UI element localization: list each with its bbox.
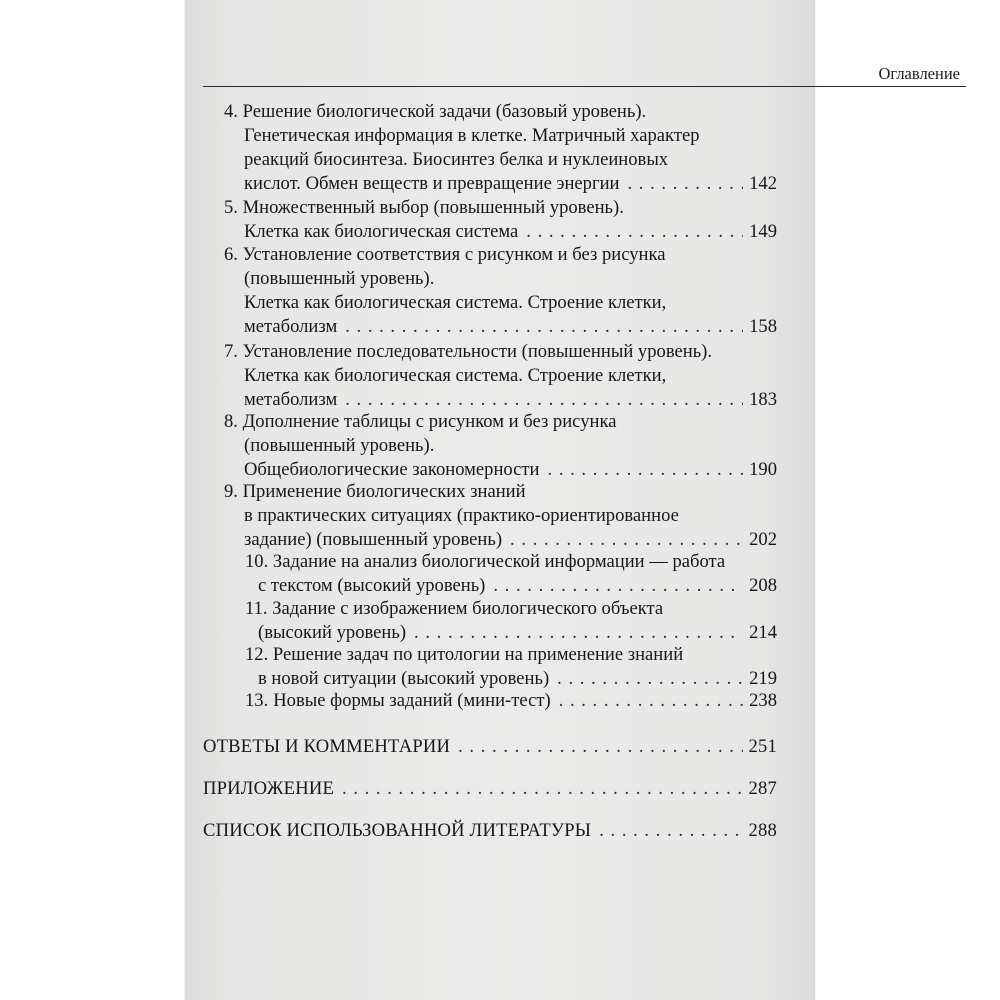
page-number: 288 <box>748 820 777 841</box>
entry-line: (повышенный уровень). <box>244 268 435 289</box>
entry-number: 12. <box>245 644 269 665</box>
entry-number: 13. <box>245 690 269 711</box>
entry-line: Новые формы заданий (мини-тест) <box>273 690 551 711</box>
dot-leader <box>628 172 744 196</box>
dot-leader <box>557 667 743 691</box>
dot-leader <box>510 528 743 552</box>
page-number: 158 <box>749 316 777 337</box>
entry-number: 8. <box>224 411 238 432</box>
entry-line: Установление последовательности (повышенный уровень). <box>242 341 713 362</box>
entry-number: 9. <box>224 481 238 502</box>
page-number: 202 <box>749 529 777 550</box>
entry-line: Применение биологических знаний <box>242 481 526 502</box>
page-number: 214 <box>749 622 777 643</box>
page-number: 208 <box>749 575 777 596</box>
entry-number: 5. <box>224 197 238 218</box>
dot-leader <box>414 621 743 645</box>
section-title: ПРИЛОЖЕНИЕ <box>203 778 335 799</box>
entry-line: задание) (повышенный уровень) <box>244 529 503 550</box>
page-header <box>203 58 1000 86</box>
page-number: 190 <box>749 459 777 480</box>
entry-line: Установление соответствия с рисунком и без рисунка <box>242 244 666 265</box>
dot-leader <box>599 819 742 843</box>
entry-line: Решение биологической задачи (базовый уровень). <box>242 101 647 122</box>
entry-line: реакций биосинтеза. Биосинтез белка и нуклеиновых <box>244 149 669 170</box>
dot-leader <box>559 689 743 713</box>
entry-line: Генетическая информация в клетке. Матричный характер <box>244 125 700 146</box>
dot-leader <box>342 777 742 801</box>
entry-number: 11. <box>245 598 268 619</box>
dot-leader <box>548 458 744 482</box>
page-number: 183 <box>749 389 777 410</box>
page-number: 142 <box>749 173 777 194</box>
dot-leader <box>345 388 743 412</box>
entry-line: Клетка как биологическая система. Строение клетки, <box>244 292 667 313</box>
entry-number: 10. <box>245 551 269 572</box>
page-number: 251 <box>748 736 777 757</box>
entry-line: в новой ситуации (высокий уровень) <box>258 668 550 689</box>
page-number: 287 <box>748 778 777 799</box>
header-rule <box>203 86 966 87</box>
dot-leader <box>493 574 743 598</box>
entry-line: метаболизм <box>244 316 338 337</box>
dot-leader <box>345 315 743 339</box>
entry-line: Задание с изображением биологического объекта <box>272 598 664 619</box>
entry-line: Клетка как биологическая система. Строение клетки, <box>244 365 667 386</box>
entry-number: 4. <box>224 101 238 122</box>
entry-line: (высокий уровень) <box>258 622 407 643</box>
entry-line: Множественный выбор (повышенный уровень). <box>242 197 624 218</box>
dot-leader <box>458 735 742 759</box>
page-number: 149 <box>749 221 777 242</box>
entry-line: в практических ситуациях (практико-ориентированное <box>244 505 679 526</box>
entry-line: с текстом (высокий уровень) <box>258 575 486 596</box>
page-number: 219 <box>749 668 777 689</box>
page-number: 238 <box>749 690 777 711</box>
entry-line: (повышенный уровень). <box>244 435 435 456</box>
entry-line: Клетка как биологическая система <box>244 221 519 242</box>
entry-line: Дополнение таблицы с рисунком и без рисунка <box>242 411 617 432</box>
entry-line: кислот. Обмен веществ и превращение энергии <box>244 173 620 194</box>
entry-line: Решение задач по цитологии на применение знаний <box>272 644 684 665</box>
section-title: СПИСОК ИСПОЛЬЗОВАННОЙ ЛИТЕРАТУРЫ <box>203 820 592 841</box>
entry-number: 7. <box>224 341 238 362</box>
entry-line: метаболизм <box>244 389 338 410</box>
section-title: ОТВЕТЫ И КОММЕНТАРИИ <box>203 736 451 757</box>
dot-leader <box>526 220 743 244</box>
running-header-title: Оглавление <box>878 64 960 83</box>
entry-line: Общебиологические закономерности <box>244 459 540 480</box>
entry-line: Задание на анализ биологической информации — работа <box>272 551 726 572</box>
entry-number: 6. <box>224 244 238 265</box>
